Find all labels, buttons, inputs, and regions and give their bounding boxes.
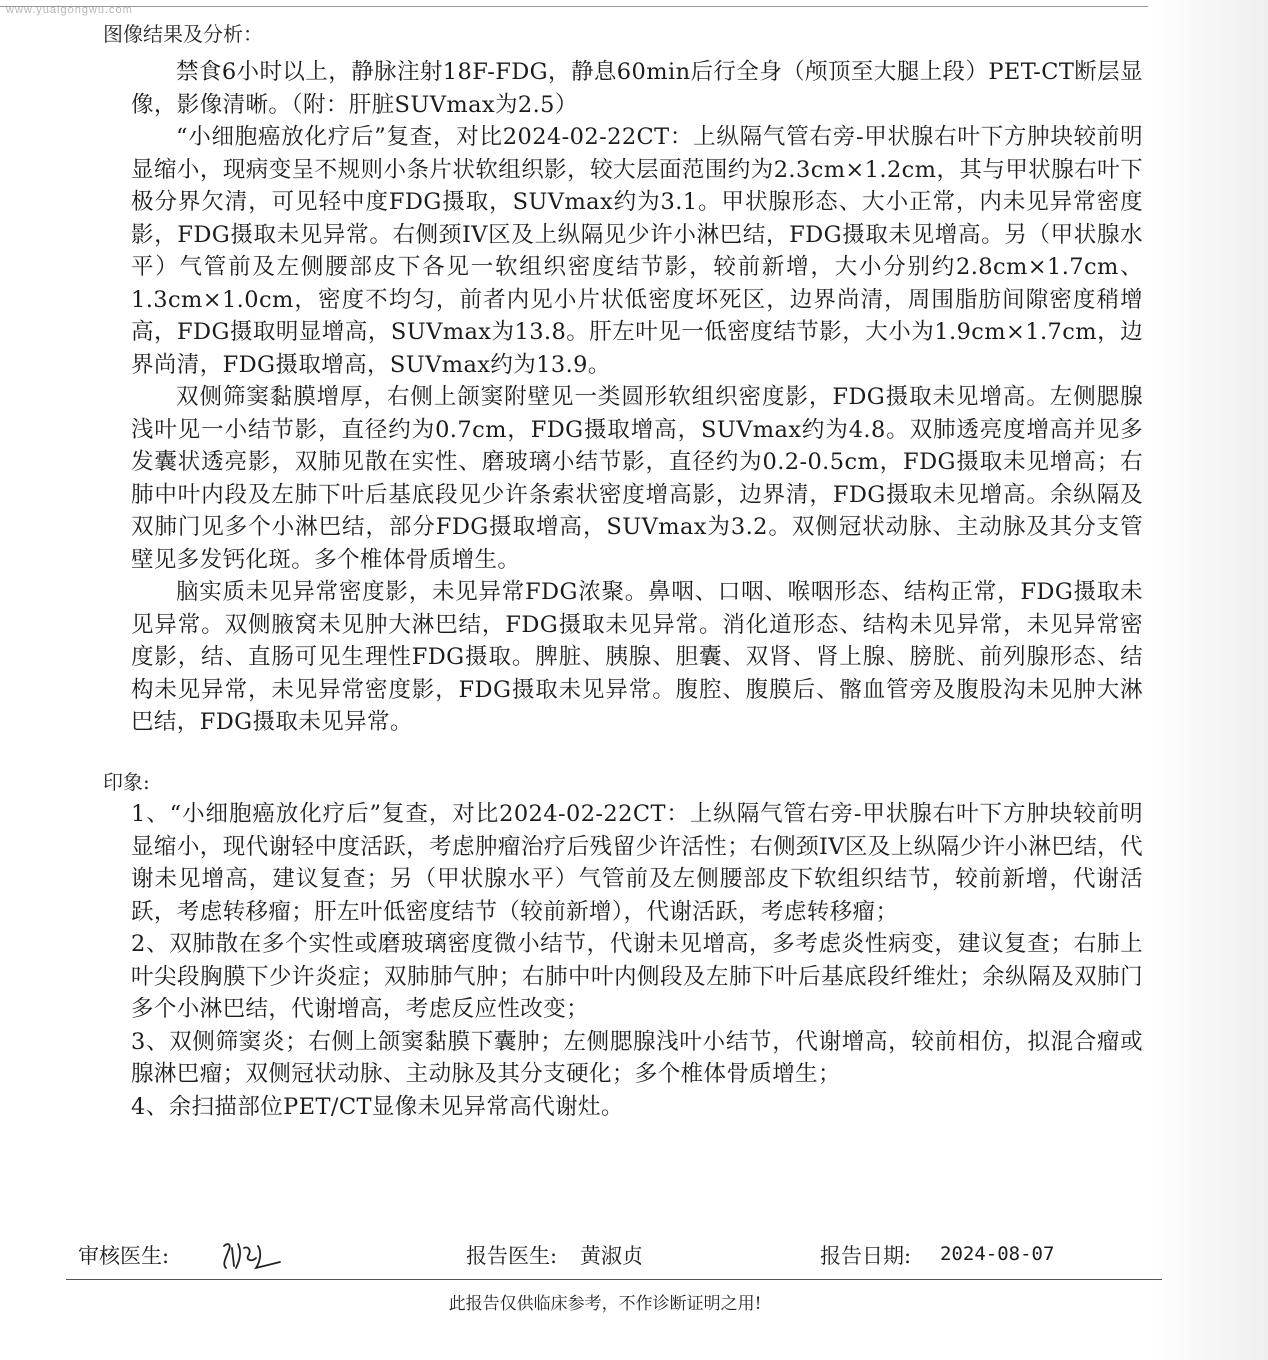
- scan-shadow: [1148, 0, 1268, 1360]
- date-label: 报告日期:: [820, 1244, 912, 1268]
- watermark: www.yuaigongwu.com: [6, 4, 133, 16]
- impression-item: 3、双侧筛窦炎；右侧上颌窦黏膜下囊肿；左侧腮腺浅叶小结节，代谢增高，较前相仿，拟混合瘤或腺淋巴瘤；双侧冠状动脉、主动脉及其分支硬化；多个椎体骨质增生；: [131, 1028, 1143, 1087]
- findings-section: [131, 56, 1143, 739]
- signature-row: [0, 1236, 1268, 1272]
- findings-paragraph: 禁食6小时以上，静脉注射18F-FDG，静息60min后行全身（颅顶至大腿上段）PET-CT断层显像，影像清晰。（附：肝脏SUVmax为2.5）: [131, 59, 1143, 118]
- disclaimer: 此报告仅供临床参考，不作诊断证明之用!: [448, 1294, 762, 1314]
- findings-paragraph: 脑实质未见异常密度影，未见异常FDG浓聚。鼻咽、口咽、喉咽形态、结构正常，FDG摄取未见异常。双侧腋窝未见肿大淋巴结，FDG摄取未见异常。消化道形态、结构未见异常，未见异常密度影，结、直肠可见生理性FDG摄取。脾脏、胰腺、胆囊、双肾、肾上腺、膀胱、前列腺形态、结构未见异常，未见异常密度影，FDG摄取未见异常。腹腔、腹膜后、髂血管旁及腹股沟未见肿大淋巴结，FDG摄取未见异常。: [131, 579, 1143, 735]
- top-divider: [0, 6, 1148, 7]
- bottom-divider: [66, 1279, 1162, 1280]
- findings-title: 图像结果及分析：: [103, 22, 263, 46]
- impression-title: 印象:: [103, 770, 150, 794]
- reviewer-signature: [218, 1238, 288, 1272]
- impression-section: [131, 798, 1143, 1123]
- reporter-name: 黄淑贞: [580, 1244, 643, 1268]
- impression-item: 4、余扫描部位PET/CT显像未见异常高代谢灶。: [131, 1093, 624, 1120]
- reporter-label: 报告医生:: [466, 1244, 558, 1268]
- findings-paragraph: “小细胞癌放化疗后”复查，对比2024-02-22CT：上纵隔气管右旁-甲状腺右叶下方肿块较前明显缩小，现病变呈不规则小条片状软组织影，较大层面范围约为2.3cm×1.2cm，其与甲状腺右叶下极分界欠清，可见轻中度FDG摄取，SUVmax约为3.1。甲状腺形态、大小正常，内未见异常密度影，FDG摄取未见异常。右侧颈IV区及上纵隔见少许小淋巴结，FDG摄取未见增高。另（甲状腺水平）气管前及左侧腰部皮下各见一软组织密度结节影，较前新增，大小分别约2.8cm×1.7cm、1.3cm×1.0cm，密度不均匀，前者内见小片状低密度坏死区，边界尚清，周围脂肪间隙密度稍增高，FDG摄取明显增高，SUVmax为13.8。肝左叶见一低密度结节影，大小为1.9cm×1.7cm，边界尚清，FDG摄取增高，SUVmax约为13.9。: [131, 124, 1143, 378]
- reviewer-label: 审核医生:: [78, 1244, 170, 1268]
- impression-item: 1、“小细胞癌放化疗后”复查，对比2024-02-22CT：上纵隔气管右旁-甲状腺右叶下方肿块较前明显缩小，现代谢轻中度活跃，考虑肿瘤治疗后残留少许活性；右侧颈IV区及上纵隔少许小淋巴结，代谢未见增高，建议复查；另（甲状腺水平）气管前及左侧腰部皮下软组织结节，较前新增，代谢活跃，考虑转移瘤；肝左叶低密度结节（较前新增），代谢活跃，考虑转移瘤；: [131, 801, 1143, 925]
- report-date: 2024-08-07: [940, 1243, 1055, 1265]
- impression-item: 2、双肺散在多个实性或磨玻璃密度微小结节，代谢未见增高，多考虑炎性病变，建议复查；右肺上叶尖段胸膜下少许炎症；双肺肺气肿；右肺中叶内侧段及左肺下叶后基底段纤维灶；余纵隔及双肺门多个小淋巴结，代谢增高，考虑反应性改变；: [131, 931, 1143, 1022]
- findings-paragraph: 双侧筛窦黏膜增厚，右侧上颌窦附壁见一类圆形软组织密度影，FDG摄取未见增高。左侧腮腺浅叶见一小结节影，直径约为0.7cm，FDG摄取增高，SUVmax约为4.8。双肺透亮度增高并见多发囊状透亮影，双肺见散在实性、磨玻璃小结节影，直径约为0.2-0.5cm，FDG摄取未见增高；右肺中叶内段及左肺下叶后基底段见少许条索状密度增高影，边界清，FDG摄取未见增高。余纵隔及双肺门见多个小淋巴结，部分FDG摄取增高，SUVmax为3.2。双侧冠状动脉、主动脉及其分支管壁见多发钙化斑。多个椎体骨质增生。: [131, 384, 1143, 573]
